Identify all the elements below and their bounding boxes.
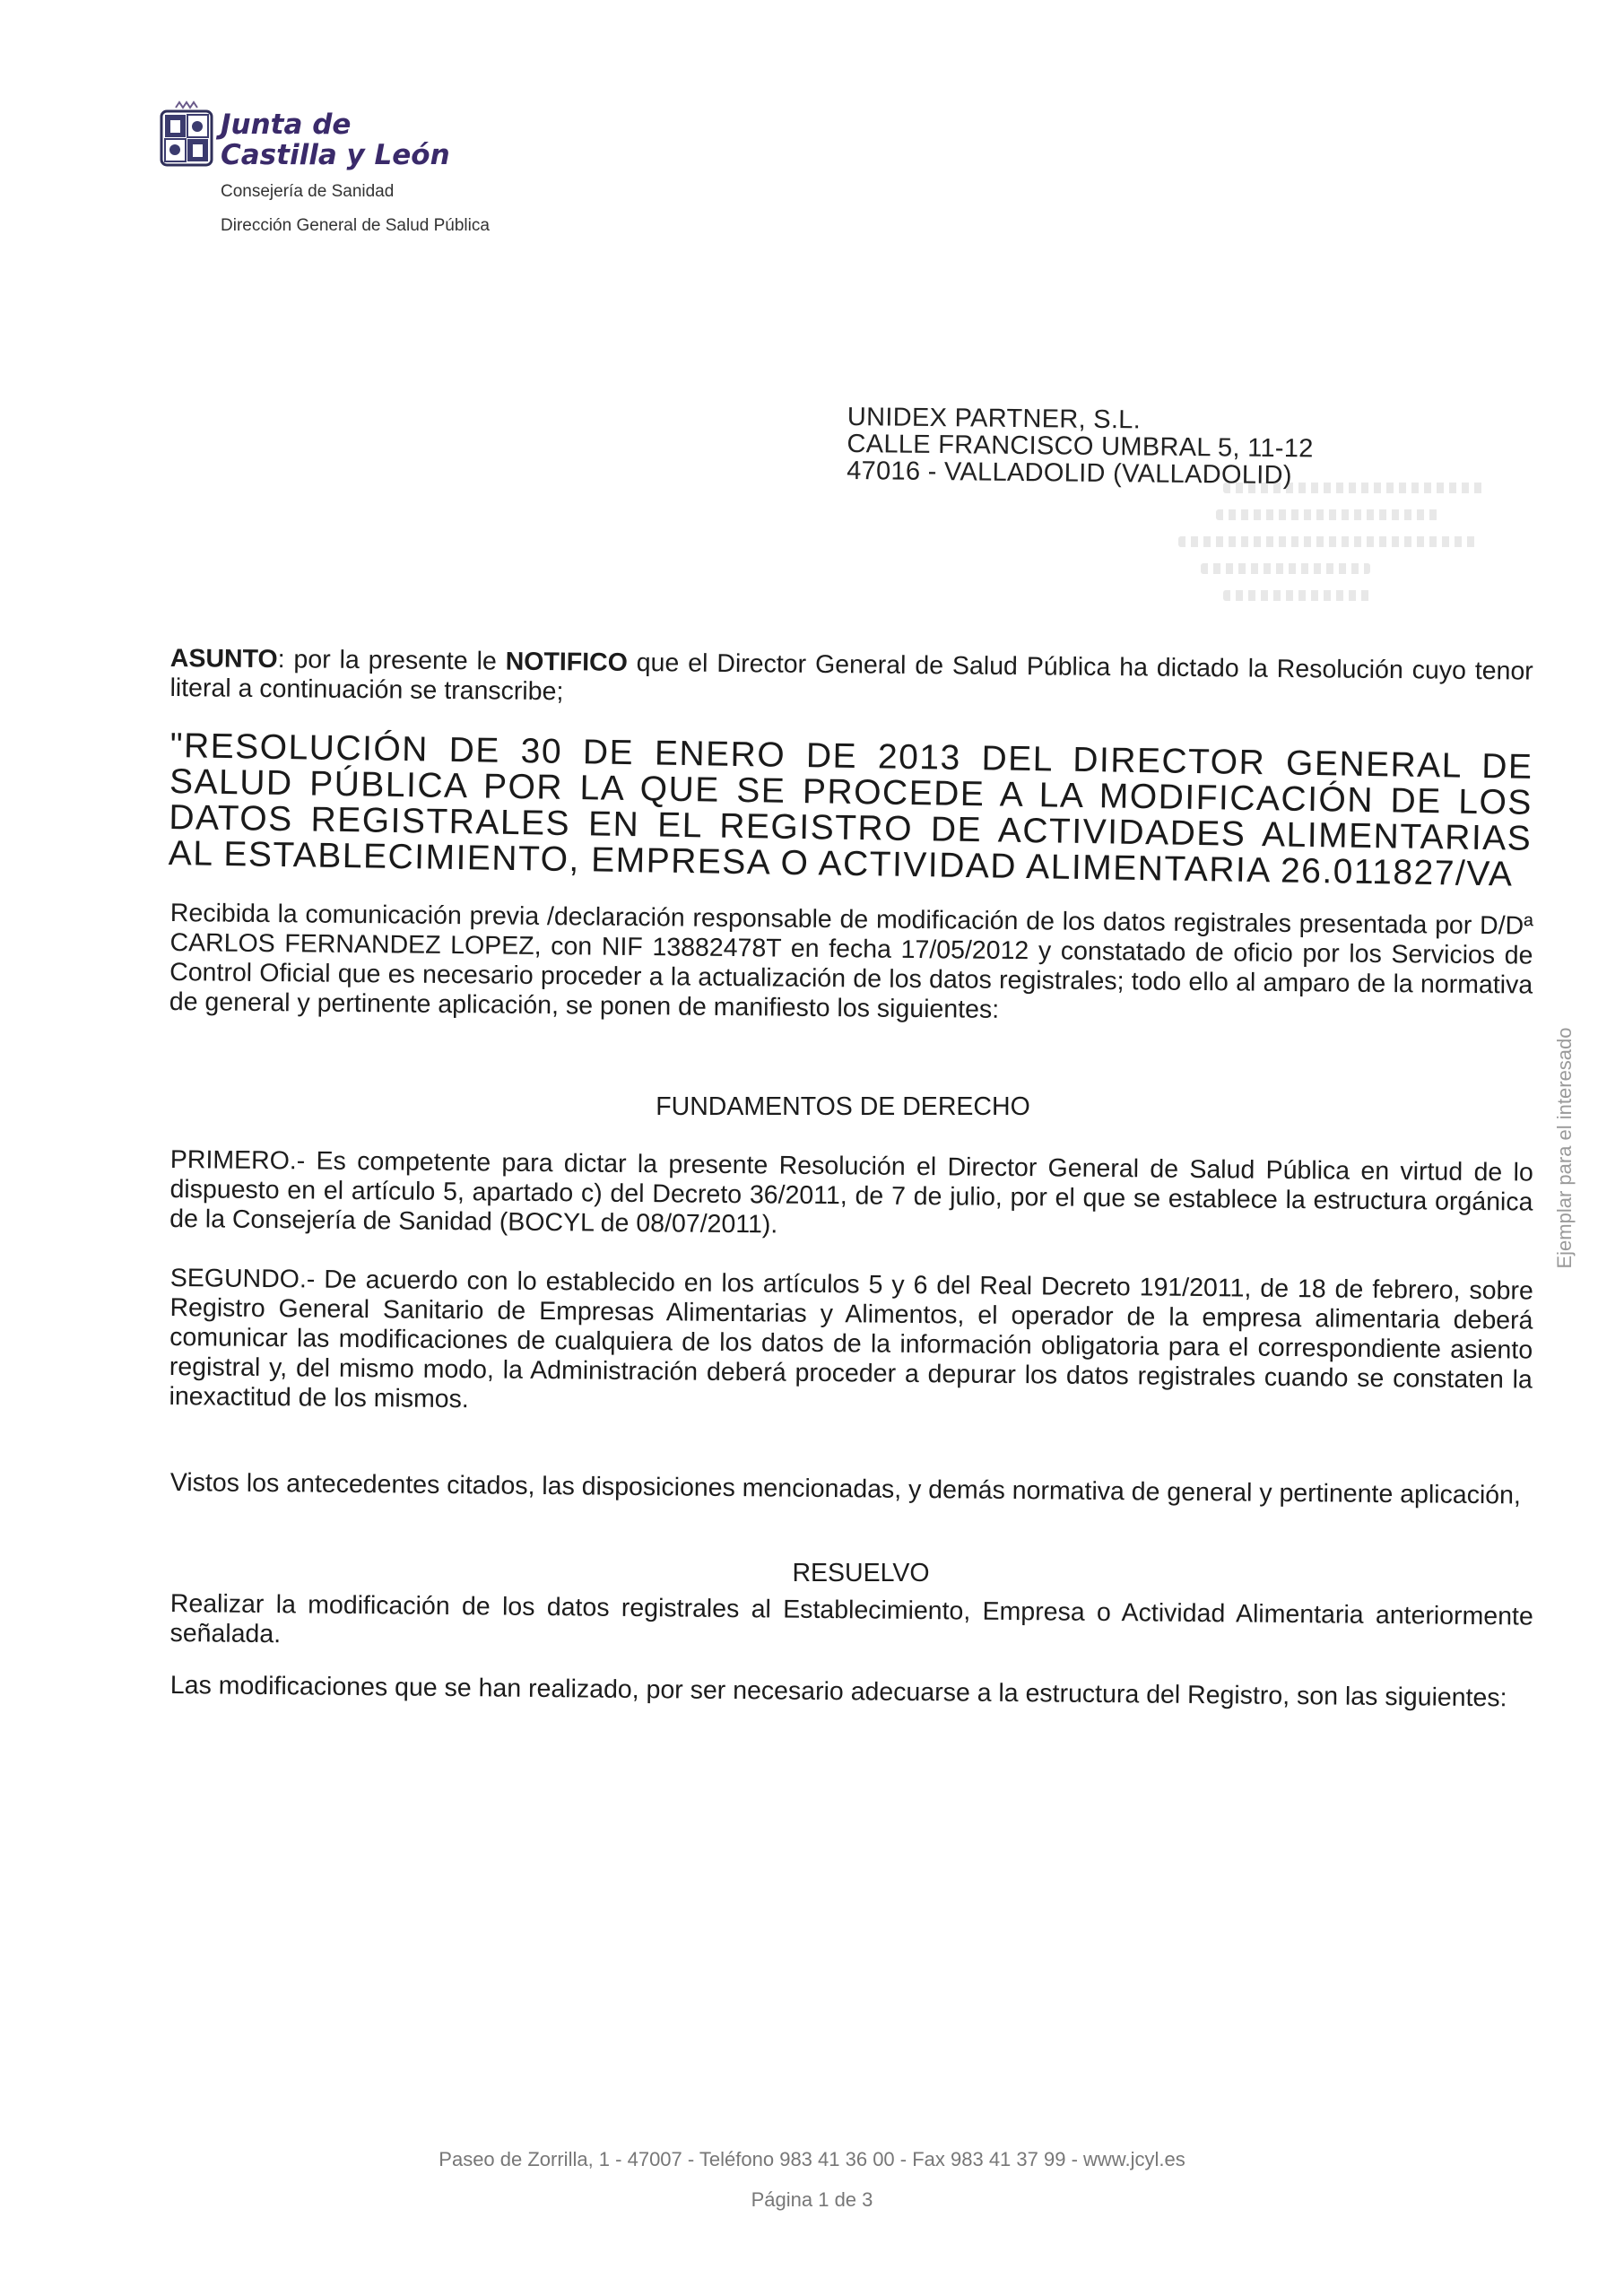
modificaciones-paragraph: Las modificaciones que se han realizado, por ser necesario adecuarse a la estructura del Registro, son las siguientes: — [169, 1671, 1507, 1713]
segundo-paragraph: SEGUNDO.- De acuerdo con lo establecido en los artículos 5 y 6 del Real Decreto 191/2011, de 18 de febrero, sobre Registro General Sanitario de Empresas Alimentarias y Alimentos, el operador de la empresa alimentaria deberá comunicar las modificaciones de cualquiera de los datos de la información obligatoria para el correspondiente asiento registral y, del mismo modo, la Administración deberá proceder a depurar los datos registrales cuando se constaten la inexactitud de los mismos. — [169, 1264, 1533, 1414]
asunto-label: ASUNTO — [169, 644, 278, 674]
asunto-text-1: : por la presente le — [277, 645, 506, 676]
primero-paragraph: PRIMERO.- Es competente para dictar la presente Resolución el Director General de Salud Pública en virtud de lo dispuesto en el artículo 5, apartado c) del Decreto 36/2011, de 7 de julio, por el que se establece la estructura orgánica de la Consejería de Sanidad (BOCYL de 08/07/2011). — [169, 1145, 1533, 1239]
resuelvo-heading: RESUELVO — [792, 1559, 930, 1587]
resolution-title: "RESOLUCIÓN DE 30 DE ENERO DE 2013 DEL DIRECTOR GENERAL DE SALUD PÚBLICA POR LA QUE SE PROCEDE A LA MODIFICACIÓN DE LOS DATOS REGISTRALES EN EL REGISTRO DE ACTIVIDADES ALIMENTARIAS AL ESTABLECIMIENTO, EMPRESA O ACTIVIDAD ALIMENTARIA 26.011827/VA — [168, 726, 1533, 894]
org-line-2: Castilla y León — [221, 139, 450, 171]
addressee-name: UNIDEX PARTNER, S.L. — [847, 403, 1142, 435]
department-name: Consejería de Sanidad — [221, 182, 395, 201]
org-line-1: Junta de — [221, 109, 352, 141]
addressee-city: 47016 - VALLADOLID (VALLADOLID) — [847, 456, 1292, 491]
side-note-text: Ejemplar para el interesado — [1553, 1027, 1576, 1269]
coat-of-arms-icon — [158, 100, 215, 170]
side-note — [1547, 987, 1583, 1309]
intro-paragraph: Recibida la comunicación previa /declaración responsable de modificación de los datos registrales presentada por D/Dª CARLOS FERNANDEZ LOPEZ, con NIF 13882478T en fecha 17/05/2012 y constatado de oficio por los Servicios de Control Oficial que es necesario proceder a la actualización de los datos registrales; todo ello al amparo de la normativa de general y pertinente aplicación, se ponen de manifiesto los siguientes: — [169, 899, 1533, 1024]
addressee-street: CALLE FRANCISCO UMBRAL 5, 11-12 — [847, 429, 1314, 464]
resuelvo-paragraph: Realizar la modificación de los datos registrales al Establecimiento, Empresa o Actividad Alimentaria anteriormente señalada. — [169, 1589, 1533, 1649]
faded-stamp — [1148, 466, 1524, 646]
fundamentos-heading: FUNDAMENTOS DE DERECHO — [656, 1092, 1030, 1121]
footer-address: Paseo de Zorrilla, 1 - 47007 - Teléfono 983 41 36 00 - Fax 983 41 37 99 - www.jcyl.es — [439, 2148, 1185, 2170]
asunto-paragraph — [169, 644, 1533, 717]
page-number: Página 1 de 3 — [751, 2188, 873, 2211]
vistos-paragraph: Vistos los antecedentes citados, las disposiciones mencionadas, y demás normativa de general y pertinente aplicación, — [169, 1468, 1522, 1510]
directorate-name: Dirección General de Salud Pública — [221, 216, 490, 235]
asunto-text-2: que el Director General de Salud Pública ha dictado la Resolución cuyo tenor literal a continuación se transcribe; — [169, 648, 1533, 707]
organization-name — [221, 109, 450, 170]
notifico-label: NOTIFICO — [505, 647, 628, 677]
